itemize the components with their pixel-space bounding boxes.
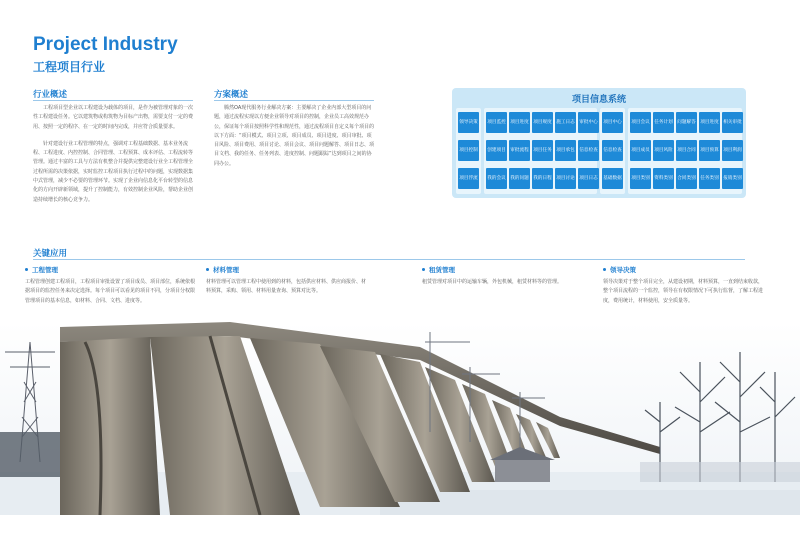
key-app-leader-decision [603, 265, 763, 306]
bridge-winter-photo [0, 322, 800, 515]
diagram-module-cell: 报销类别 [722, 168, 743, 189]
diagram-module-cell: 我的问题 [509, 168, 530, 189]
key-app-text: 领导决策对于整个项目完全，从建设初期，材料预算，一直到结束收款，整个项目流程的一个监控，领导在有权限情况下可执行监督，了解工程进度，费用统计，材料使用，安全质量等。 [603, 279, 764, 304]
solution-paragraph-1: 腾然OA现代服务行业解决方案：主要解决了企业内部大型项目的问题，通过流程实现以方便企业领导对项目的控制，企业员工高效规范办公，保证每个项目按照科学性和规范性，通过流程项目自定义每个项目的以下方面：“项目模式、项目立项、项目成员、项目进度、项目审批、项目风险、项目费用、项目讨论、项目会议、项目问题解答、项目日志、项目文档、我的任务、任务列表、进度控制、问题跟踪”达到项目之间的协同办公。 [214, 105, 375, 167]
key-apps-divider [33, 259, 745, 260]
diagram-module-cell: 项目风险 [653, 140, 674, 161]
bullet-icon [206, 268, 209, 271]
key-apps-heading: 关键应用 [33, 249, 68, 259]
diagram-module-cell: 基础数据 [602, 168, 623, 189]
diagram-module-cell: 项目控制 [458, 140, 479, 161]
diagram-module-cell: 我的会议 [486, 168, 507, 189]
key-app-title: 工程管理 [32, 266, 58, 274]
key-app-material-management [206, 265, 366, 297]
key-app-text: 租赁管理对项目中的运输车辆，外包机械，租赁材料等的管理。 [422, 279, 563, 285]
diagram-module-cell: 领导决策 [458, 112, 479, 133]
diagram-module-cell: 相关审批 [722, 112, 743, 133]
diagram-module-cell: 我的日程 [532, 168, 553, 189]
diagram-module-cell: 项目进度 [699, 112, 720, 133]
diagram-module-cell: 合同类别 [676, 168, 697, 189]
diagram-module-cell: 任务计划 [653, 112, 674, 133]
key-app-title: 领导决策 [610, 266, 636, 274]
solution-heading: 方案概述 [214, 90, 249, 100]
diagram-module-cell: 项目浮流 [458, 168, 479, 189]
diagram-module-cell: 问题解答 [676, 112, 697, 133]
diagram-module-cell: 项目规度 [532, 112, 553, 133]
diagram-module-cell: 施工日志 [555, 112, 576, 133]
overview-divider [33, 100, 193, 101]
key-app-text: 材料管理可以管理工程中使用到的材料，包括供应材料、供应商报价、材料预算，采购、领用、材料用量查询、预算对比等。 [206, 279, 367, 295]
diagram-module-cell: 项目日志 [578, 168, 599, 189]
bullet-icon [25, 268, 28, 271]
overview-paragraph-1: 工程项目型企业以工程建设为载体的项目，是作为被管理对象的一次性工程建设任务。它以建筑物或构筑物为目标产出物，需要支付一定的费用、按照一定的程序、在一定的时间内完成，并应符合质量要求。 [33, 105, 194, 130]
diagram-module-cell: 任务类别 [699, 168, 720, 189]
key-app-text: 工程管理创建工程项目，工程项目审批设置了项目成员、项目部位，系统依根据项目的监控任务来决定选择。每个项目可以看见的项目不同，分项目分权限管理项目的基本信息，如材料、合同、文档、进度等。 [25, 279, 196, 304]
diagram-module-cell: 项目合同 [676, 140, 697, 161]
bullet-icon [603, 268, 606, 271]
overview-heading: 行业概述 [33, 90, 68, 100]
diagram-module-cell: 创建项目 [486, 140, 507, 161]
key-app-project-management [25, 265, 195, 306]
key-app-title: 材料管理 [213, 266, 239, 274]
diagram-module-cell: 审批中心 [578, 112, 599, 133]
diagram-module-cell: 审批流程 [509, 140, 530, 161]
diagram-title: 项目信息系统 [571, 95, 626, 105]
page-title-cn: 工程项目行业 [33, 60, 106, 74]
diagram-module-cell: 项目成员 [630, 140, 651, 161]
diagram-module-cell: 项目任务 [532, 140, 553, 161]
diagram-module-cell: 项目预算 [699, 140, 720, 161]
project-info-system-diagram [452, 88, 746, 198]
diagram-module-cell: 项目中心 [602, 112, 623, 133]
diagram-module-cell: 项目进度 [509, 112, 530, 133]
key-app-title: 租赁管理 [429, 266, 455, 274]
overview-paragraph-2: 针对建设行业工程管理的特点，强调对工程基础数据、基本业务流程、工程进度、内控控制、合同管理、工程预算、成本评估、工程流转等管理。通过丰富的工具与方法有机整合并提供完整建设行业全工程管理全过程所需的决策依据，实时监控工程项目执行过程中的问题，实现数据集中式管理，减少不必要的管理环节。实现了企业向信息化平台转型的信息化的方向开辟新领域，提升了控制能力，有效控制企业风险，帮助企业创造持续增长的核心竞争力。 [33, 140, 194, 203]
solution-text [214, 104, 374, 169]
diagram-module-cell: 信息检查 [578, 140, 599, 161]
page-title-en: Project Industry [33, 34, 178, 55]
diagram-module-cell: 项目会议 [630, 112, 651, 133]
diagram-module-cell: 项目利润 [722, 140, 743, 161]
overview-text [33, 104, 193, 205]
bullet-icon [422, 268, 425, 271]
diagram-module-cell: 项目类别 [630, 168, 651, 189]
diagram-module-cell: 项目承包 [555, 140, 576, 161]
diagram-module-cell: 信息检查 [602, 140, 623, 161]
solution-divider [214, 100, 374, 101]
diagram-module-cell: 资料类别 [653, 168, 674, 189]
diagram-module-cell: 项目监控 [486, 112, 507, 133]
diagram-module-cell: 项目讨论 [555, 168, 576, 189]
key-app-lease-management [422, 265, 592, 287]
